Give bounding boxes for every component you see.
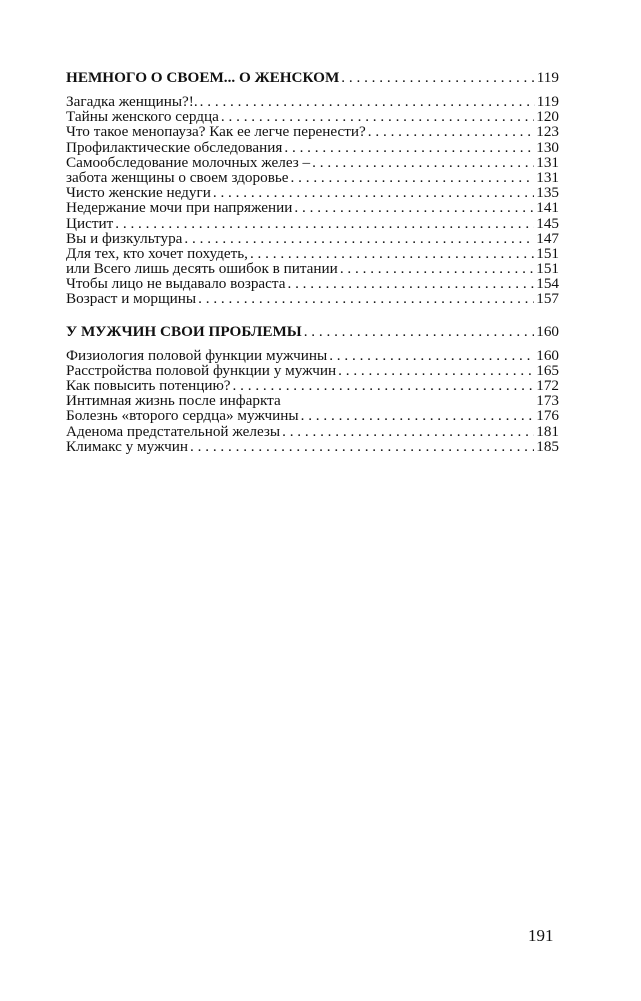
toc-entry-title: Физиология половой функции мужчины: [66, 347, 328, 363]
toc-entry-title: Загадка женщины?!.: [66, 94, 198, 110]
toc-entry-page: 130: [536, 139, 559, 155]
toc-entry: [66, 276, 559, 291]
toc-entry: [66, 348, 559, 363]
toc-entry-title: Интимная жизнь после инфаркта: [66, 393, 281, 409]
toc-leader-dots: [340, 261, 534, 276]
toc-leader-dots: [213, 185, 534, 200]
toc-leader-dots: [287, 276, 534, 291]
toc-entry-title: Как повысить потенцию?: [66, 378, 231, 394]
toc-heading-page: 119: [536, 69, 559, 86]
toc-entry: [66, 185, 559, 200]
toc-entry-title: Болезнь «второго сердца» мужчины: [66, 408, 299, 424]
toc-entry-title: Цистит: [66, 215, 114, 231]
toc-entry-page: 151: [536, 245, 559, 262]
toc-entry: [66, 261, 559, 276]
toc-entry-title: Для тех, кто хочет похудеть,: [66, 245, 248, 262]
toc-leader-dots: [304, 323, 535, 340]
toc-leader-dots: [184, 231, 534, 246]
toc-entry-page: 141: [536, 200, 559, 216]
toc-leader-dots: [190, 439, 534, 454]
toc-entry: [66, 246, 559, 261]
toc-entry: [66, 378, 559, 393]
toc-entry-page: 135: [536, 185, 559, 201]
toc-entry-page: 151: [536, 261, 559, 277]
toc-entry-title: Расстройства половой функции у мужчин: [66, 362, 337, 378]
toc-entry: [66, 94, 559, 109]
toc-section-heading: [66, 69, 559, 86]
toc-heading-title: НЕМНОГО О СВОЕМ... О ЖЕНСКОМ: [66, 69, 340, 86]
toc-entry-title: Климакс у мужчин: [66, 438, 189, 454]
table-of-contents: [66, 69, 559, 470]
toc-leader-dots: [200, 94, 535, 109]
toc-entry-title: Недержание мочи при напряжении: [66, 200, 293, 216]
toc-entry-title: Чтобы лицо не выдавало возраста: [66, 276, 286, 292]
toc-entry-page: 119: [536, 94, 559, 110]
toc-entry-title: или Всего лишь десять ошибок в питании: [66, 261, 338, 277]
toc-entry: [66, 393, 559, 408]
toc-entry-page: 160: [536, 347, 559, 363]
toc-entry-page: 145: [536, 215, 559, 231]
toc-entry-page: 131: [536, 169, 559, 186]
toc-entry: [66, 231, 559, 246]
toc-entry-page: 120: [536, 109, 559, 125]
toc-leader-dots: [341, 69, 534, 86]
toc-entry: [66, 155, 559, 170]
toc-leader-dots: [282, 424, 534, 439]
toc-entry-title: Профилактические обследования: [66, 139, 283, 155]
toc-entry-page: 165: [536, 362, 559, 378]
toc-leader-dots: [329, 348, 534, 363]
toc-entry-page: 181: [536, 423, 559, 439]
toc-leader-dots: [198, 291, 534, 306]
toc-entry-page: 147: [536, 230, 559, 246]
toc-section-mens: [66, 323, 559, 454]
toc-entry: [66, 439, 559, 454]
toc-leader-dots: [284, 140, 534, 155]
toc-entry: [66, 200, 559, 215]
toc-leader-dots: [368, 124, 534, 139]
toc-entry-title: забота женщины о своем здоровье: [66, 169, 289, 186]
toc-entry: [66, 170, 559, 185]
toc-leader-dots: [291, 170, 535, 185]
toc-entry: [66, 363, 559, 378]
toc-entry: [66, 124, 559, 139]
toc-entry: [66, 216, 559, 231]
toc-heading-page: 160: [536, 322, 559, 340]
toc-leader-dots: [221, 109, 534, 124]
toc-entry-title: Вы и физкультура: [66, 230, 183, 246]
toc-entry-page: 173: [536, 393, 559, 409]
toc-leader-dots: [250, 246, 534, 261]
toc-entry-page: 176: [536, 408, 559, 424]
toc-entry: [66, 291, 559, 306]
toc-entry: [66, 140, 559, 155]
page-number: 191: [528, 926, 554, 945]
toc-leader-dots: [301, 408, 535, 423]
toc-section-heading: [66, 323, 559, 340]
toc-entry-page: 185: [536, 438, 559, 454]
toc-entry-title: Чисто женские недуги: [66, 185, 211, 201]
toc-entry-title: Аденома предстательной железы: [66, 423, 281, 439]
toc-leader-dots: [115, 216, 534, 231]
toc-entry-title: Что такое менопауза? Как ее легче перенести?: [66, 124, 366, 140]
toc-entry-title: Возраст и морщины: [66, 291, 197, 307]
toc-entry: [66, 408, 559, 423]
toc-heading-title: У МУЖЧИН СВОИ ПРОБЛЕМЫ: [66, 322, 302, 340]
toc-entry-page: 123: [536, 124, 559, 140]
toc-entry-title: Самообследование молочных желез –: [66, 154, 311, 170]
toc-leader-dots: [312, 155, 534, 170]
toc-entry: [66, 109, 559, 124]
toc-entry-page: 172: [536, 378, 559, 394]
toc-leader-dots: [294, 200, 534, 215]
toc-entry-title: Тайны женского сердца: [66, 109, 219, 125]
toc-entry: [66, 424, 559, 439]
toc-entry-page: 157: [536, 291, 559, 307]
toc-entry-page: 131: [536, 154, 559, 170]
toc-section-womens: [66, 69, 559, 307]
toc-entry-page: 154: [536, 276, 559, 292]
toc-leader-dots: [233, 378, 535, 393]
toc-leader-dots: [338, 363, 534, 378]
